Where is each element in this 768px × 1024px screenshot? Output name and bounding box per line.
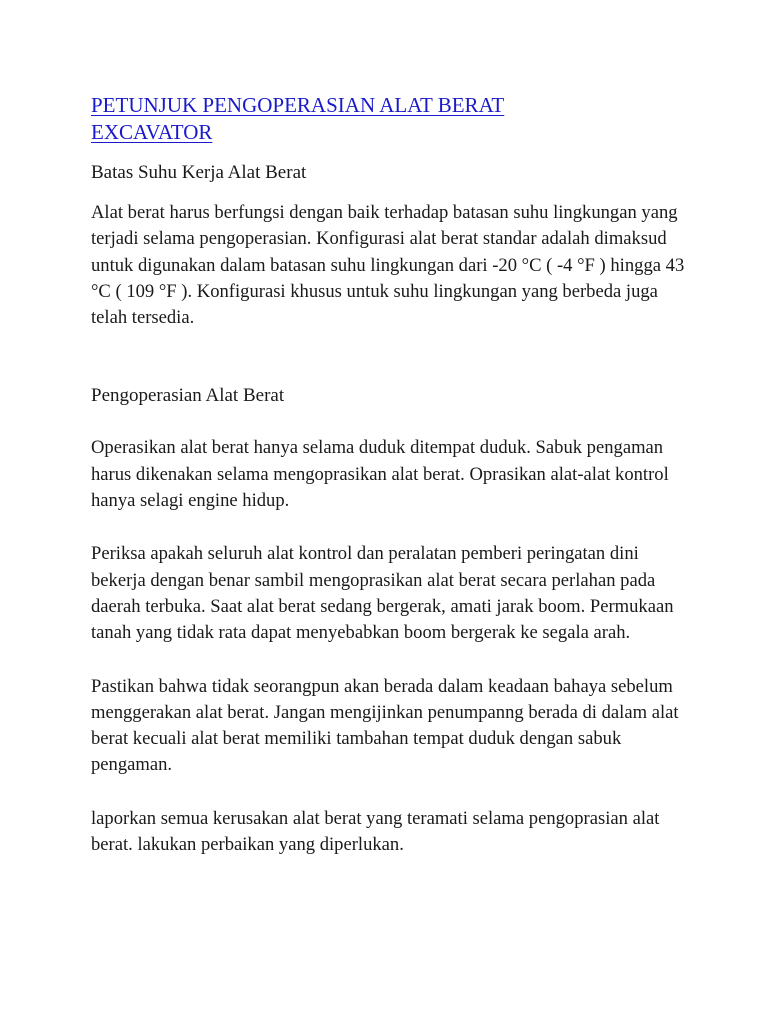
section-heading-temperature-limits: Batas Suhu Kerja Alat Berat xyxy=(91,162,307,183)
paragraph-operation-seating: Operasikan alat berat hanya selama duduk ditempat duduk. Sabuk pengaman harus dikenakan selama mengoprasikan alat berat. Oprasikan alat-alat kontrol hanya selagi engine hidup. xyxy=(91,437,669,512)
document-page xyxy=(91,92,691,858)
section-heading-operation: Pengoperasian Alat Berat xyxy=(91,385,285,407)
paragraph-operation-report-damage: laporkan semua kerusakan alat berat yang teramati selama pengoprasian alat berat. lakukan perbaikan yang diperlukan. xyxy=(91,807,660,856)
document-title-link[interactable]: PETUNJUK PENGOPERASIAN ALAT BERAT EXCAVATOR xyxy=(91,93,505,144)
paragraph-operation-controls-check: Periksa apakah seluruh alat kontrol dan peralatan pemberi peringatan dini bekerja dengan benar sambil mengoprasikan alat berat secara perlahan pada daerah terbuka. Saat alat berat sedang bergerak, amati jarak boom. Permukaan tanah yang tidak rata dapat menyebabkan boom bergerak ke segala arah. xyxy=(91,543,674,644)
paragraph-temperature-limits: Alat berat harus berfungsi dengan baik terhadap batasan suhu lingkungan yang terjadi selama pengoperasian. Konfigurasi alat berat standar adalah dimaksud untuk digunakan dalam batasan suhu lingkungan dari -20 °C ( -4 °F ) hingga 43 °C ( 109 °F ). Konfigurasi khusus untuk suhu lingkungan yang berbeda juga telah tersedia. xyxy=(91,202,685,329)
paragraph-operation-safety: Pastikan bahwa tidak seorangpun akan berada dalam keadaan bahaya sebelum menggerakan alat berat. Jangan mengijinkan penumpanng berada di dalam alat berat kecuali alat berat memiliki tambahan tempat duduk dengan sabuk pengaman. xyxy=(91,675,679,776)
